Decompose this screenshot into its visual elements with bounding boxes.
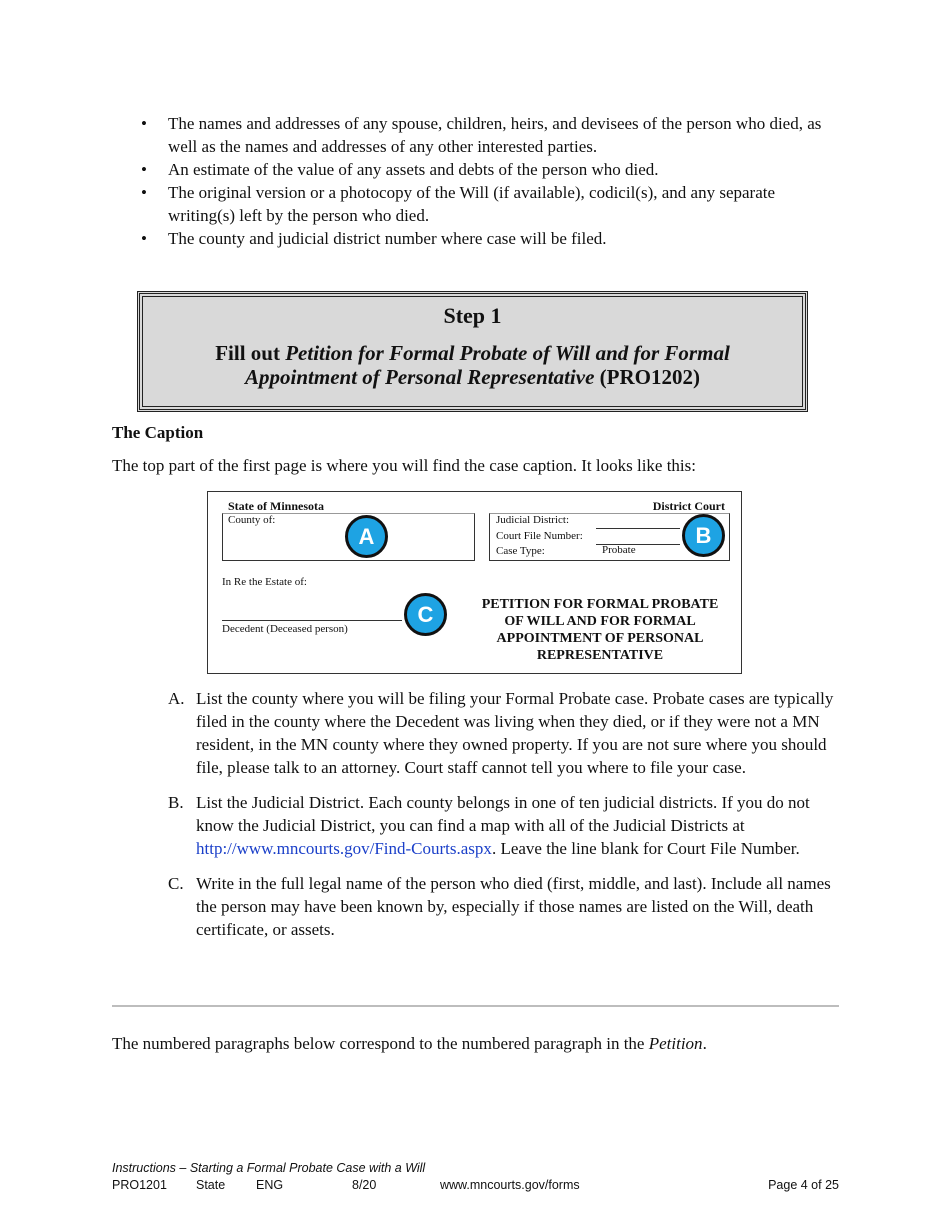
section-divider xyxy=(112,1005,839,1007)
case-type-label: Case Type: xyxy=(496,545,545,557)
in-re-label: In Re the Estate of: xyxy=(222,576,307,588)
badge-a-icon: A xyxy=(345,515,388,558)
list-item: B. List the Judicial District. Each county belongs in one of ten judicial districts. If you do not know the Judicial District, you can find a map with all of the Judicial Districts at http://www.mncourts.gov/Find-Courts.aspx. Leave the line blank for Court File Number. xyxy=(168,793,810,858)
page-footer xyxy=(112,1161,839,1192)
find-courts-link[interactable]: http://www.mncourts.gov/Find-Courts.aspx xyxy=(196,839,492,858)
caption-intro: The top part of the first page is where you will find the case caption. It looks like this: xyxy=(112,456,696,475)
caption-instructions xyxy=(168,687,838,953)
footer-date: 8/20 xyxy=(352,1178,377,1192)
caption-state: State of Minnesota xyxy=(228,499,324,513)
caption-example xyxy=(207,491,742,674)
judicial-district-label: Judicial District: xyxy=(496,514,570,526)
footer-website: www.mncourts.gov/forms xyxy=(440,1178,580,1192)
list-item: A. List the county where you will be filing your Formal Probate case. Probate cases are typically filed in the county where the Decedent was living when they died, or if they were not a MN resident, in the MN county where they owned property. If you are not sure where you should file, please talk to an attorney. Court staff cannot tell you where to file your case. xyxy=(168,689,834,777)
decedent-label: Decedent (Deceased person) xyxy=(222,623,348,635)
list-item: • The original version or a photocopy of the Will (if available), codicil(s), and any separate writing(s) left by the person who died. xyxy=(141,183,776,225)
footer-form-id: PRO1201 xyxy=(112,1178,167,1192)
badge-c-icon: C xyxy=(404,593,447,636)
petition-title: PETITION FOR FORMAL PROBATE OF WILL AND FOR FORMAL APPOINTMENT OF PERSONAL REPRESENTATIVE xyxy=(481,597,719,663)
step-instruction: Fill out Petition for Formal Probate of Will and for Formal Appointment of Personal Representative (PRO1202) xyxy=(215,341,730,389)
judicial-district-line xyxy=(596,528,680,529)
footer-state: State xyxy=(196,1178,226,1192)
decedent-line xyxy=(222,620,402,621)
case-type-value: Probate xyxy=(602,544,636,556)
badge-b-icon: B xyxy=(682,514,725,557)
step-title: Step 1 xyxy=(443,303,502,328)
bullet-icon: • xyxy=(141,114,147,133)
closing-paragraph: The numbered paragraphs below correspond to the numbered paragraph in the Petition. xyxy=(112,1034,707,1053)
bullet-icon: • xyxy=(141,160,147,179)
footer-lang: ENG xyxy=(256,1178,284,1192)
list-item: • The county and judicial district number where case will be filed. xyxy=(141,229,607,248)
caption-heading: The Caption xyxy=(112,423,204,442)
caption-court: District Court xyxy=(652,499,725,513)
court-file-label: Court File Number: xyxy=(496,530,583,542)
bullet-icon: • xyxy=(141,229,147,248)
form-name: Petition for Formal Probate of Will and for Formal Appointment of Personal Representative xyxy=(245,341,730,389)
form-code: (PRO1202) xyxy=(599,365,700,389)
bullet-icon: • xyxy=(141,183,147,202)
footer-title: Instructions – Starting a Formal Probate Case with a Will xyxy=(112,1161,426,1175)
requirements-list xyxy=(138,112,838,250)
list-item: • An estimate of the value of any assets and debts of the person who died. xyxy=(141,160,659,179)
list-item: C. Write in the full legal name of the person who died (first, middle, and last). Include all names the person may have been known by, especially if those names are listed on the Will, death certificate, or assets. xyxy=(168,874,831,939)
footer-page-number: Page 4 of 25 xyxy=(768,1178,839,1192)
step-box xyxy=(137,291,808,412)
list-item: • The names and addresses of any spouse, children, heirs, and devisees of the person who died, as well as the names and addresses of any other interested parties. xyxy=(141,114,822,156)
county-label: County of: xyxy=(228,514,276,526)
